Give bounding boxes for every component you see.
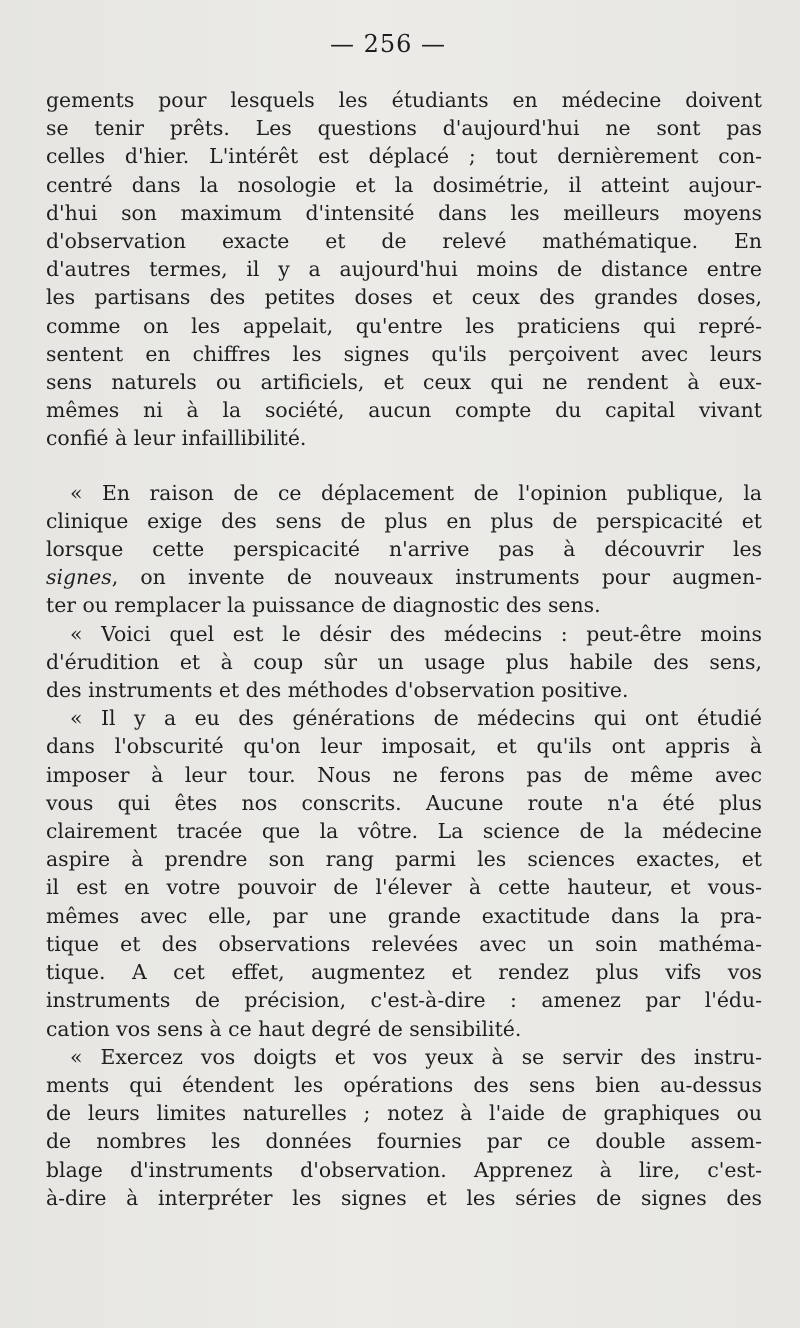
text-line: de nombres les données fournies par ce double assem- bbox=[46, 1129, 762, 1154]
text-line: vous qui êtes nos conscrits. Aucune route n'a été plus bbox=[46, 790, 762, 815]
paragraph-4 bbox=[46, 704, 762, 1042]
text-line: d'autres termes, il y a aujourd'hui moins de distance entre bbox=[46, 257, 762, 282]
text-line: « Il y a eu des générations de médecins qui ont étudié bbox=[70, 706, 762, 731]
text-line: se tenir prêts. Les questions d'aujourd'hui ne sont pas bbox=[46, 116, 762, 141]
text-line: « Voici quel est le désir des médecins : peut-être moins bbox=[70, 621, 762, 646]
text-line: « En raison de ce déplacement de l'opinion publique, la bbox=[70, 480, 762, 505]
text-line: mêmes avec elle, par une grande exactitude dans la pra- bbox=[46, 903, 762, 928]
text-line: tique et des observations relevées avec un soin mathéma- bbox=[46, 931, 762, 956]
text-line: les partisans des petites doses et ceux des grandes doses, bbox=[46, 285, 762, 310]
text-line: des instruments et des méthodes d'observation positive. bbox=[46, 678, 629, 703]
text-line: il est en votre pouvoir de l'élever à cette hauteur, et vous- bbox=[46, 875, 762, 900]
text-line: d'érudition et à coup sûr un usage plus habile des sens, bbox=[46, 649, 762, 674]
text-line: sens naturels ou artificiels, et ceux qui ne rendent à eux- bbox=[46, 370, 762, 395]
italic-word: signes bbox=[46, 565, 112, 590]
text-line: blage d'instruments d'observation. Apprenez à lire, c'est- bbox=[46, 1157, 762, 1182]
paragraph-2 bbox=[46, 479, 762, 620]
text-line: de leurs limites naturelles ; notez à l'aide de graphiques ou bbox=[46, 1101, 762, 1126]
text-line: gements pour lesquels les étudiants en médecine doivent bbox=[46, 88, 762, 112]
body-text bbox=[46, 86, 762, 1212]
text-line: lorsque cette perspicacité n'arrive pas à découvrir les bbox=[46, 537, 762, 562]
text-line: imposer à leur tour. Nous ne ferons pas de même avec bbox=[46, 762, 762, 787]
text-line: cation vos sens à ce haut degré de sensibilité. bbox=[46, 1016, 522, 1041]
text-line: confié à leur infaillibilité. bbox=[46, 426, 307, 451]
text-line: instruments de précision, c'est-à-dire : amenez par l'édu- bbox=[46, 988, 762, 1013]
text-line: ments qui étendent les opérations des sens bien au-dessus bbox=[46, 1072, 762, 1097]
line-rest: , on invente de nouveaux instruments pour augmen- bbox=[111, 565, 762, 590]
text-line: clairement tracée que la vôtre. La science de la médecine bbox=[46, 819, 762, 844]
paragraph-3 bbox=[46, 620, 762, 705]
text-line: d'hui son maximum d'intensité dans les meilleurs moyens bbox=[46, 200, 762, 225]
text-line: « Exercez vos doigts et vos yeux à se servir des instru- bbox=[70, 1044, 762, 1069]
text-line: centré dans la nosologie et la dosimétrie, il atteint aujour- bbox=[46, 172, 762, 197]
text-line: dans l'obscurité qu'on leur imposait, et qu'ils ont appris à bbox=[46, 734, 762, 759]
text-line: mêmes ni à la société, aucun compte du capital vivant bbox=[46, 398, 762, 423]
text-line: sentent en chiffres les signes qu'ils perçoivent avec leurs bbox=[46, 341, 762, 366]
text-line-with-italic bbox=[46, 563, 762, 591]
text-line: à-dire à interpréter les signes et les séries de signes des bbox=[46, 1185, 762, 1210]
page-number: — 256 — bbox=[329, 30, 447, 58]
text-line: clinique exige des sens de plus en plus de perspicacité et bbox=[46, 508, 762, 533]
paragraph-1 bbox=[46, 86, 762, 453]
text-line: d'observation exacte et de relevé mathématique. En bbox=[46, 229, 762, 254]
text-line: tique. A cet effet, augmentez et rendez plus vifs vos bbox=[46, 960, 762, 985]
text-line: comme on les appelait, qu'entre les praticiens qui repré- bbox=[46, 313, 762, 338]
paragraph-5 bbox=[46, 1043, 762, 1212]
text-line: aspire à prendre son rang parmi les sciences exactes, et bbox=[46, 847, 762, 872]
text-line: ter ou remplacer la puissance de diagnostic des sens. bbox=[46, 593, 601, 618]
text-line: celles d'hier. L'intérêt est déplacé ; tout dernièrement con- bbox=[46, 144, 762, 169]
